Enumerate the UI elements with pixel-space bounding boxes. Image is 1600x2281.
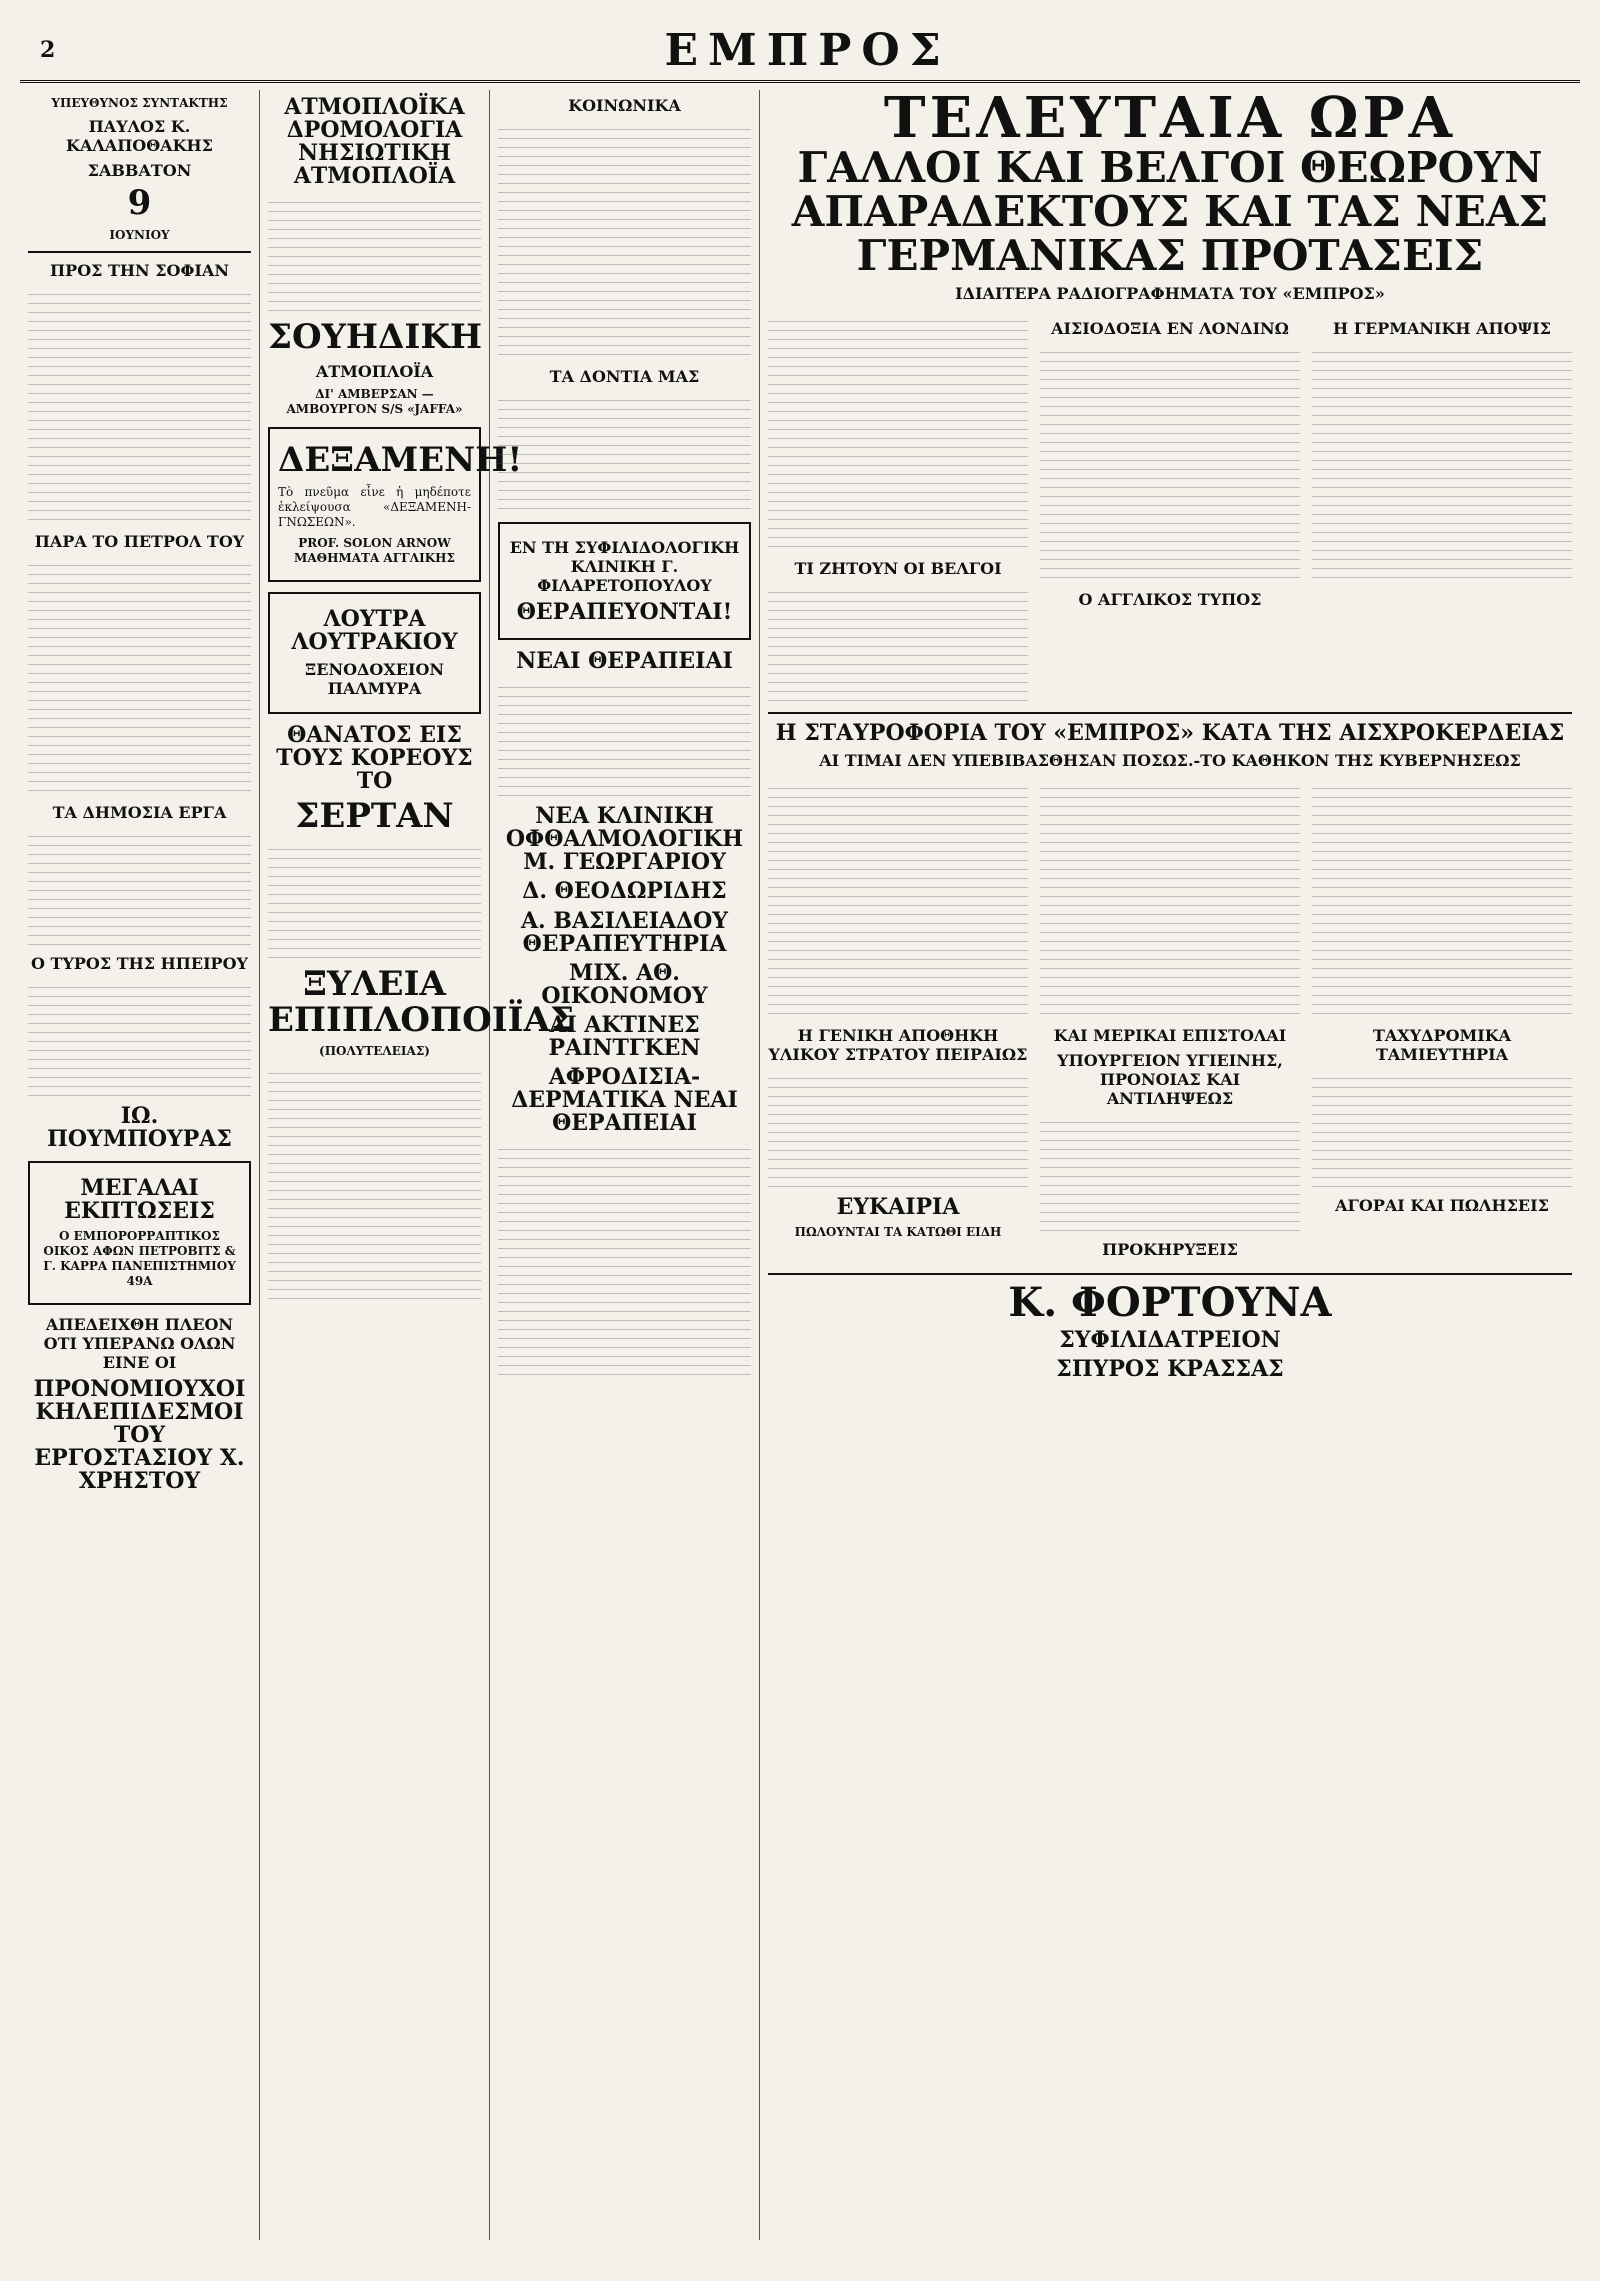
ad-text bbox=[268, 841, 481, 961]
article-text bbox=[28, 557, 251, 797]
ad-subtitle: (ΠΟΛΥΤΕΛΕΙΑΣ) bbox=[319, 1044, 430, 1059]
ad-text bbox=[498, 679, 751, 799]
news-column bbox=[1040, 780, 1300, 1265]
masthead-title: ΕΜΠΡΟΣ bbox=[664, 24, 951, 76]
article-text bbox=[498, 121, 751, 361]
ad-title: ΔΕΞΑΜΕΝΗ! bbox=[278, 440, 523, 481]
ad-text bbox=[498, 1141, 751, 1381]
section-heading: ΕΥΚΑΙΡΙΑ bbox=[836, 1194, 960, 1221]
ad-title: Α. ΒΑΣΙΛΕΙΑΔΟΥ ΘΕΡΑΠΕΥΤΗΡΙΑ bbox=[520, 907, 729, 957]
ad-title: ΜΕΓΑΛΑΙ ΕΚΠΤΩΣΕΙΣ bbox=[64, 1174, 215, 1224]
section-heading: ΚΟΙΝΩΝΙΚΑ bbox=[568, 96, 681, 115]
page-number: 2 bbox=[40, 37, 56, 63]
ad-subtitle: ΑΤΜΟΠΛΟΪΑ bbox=[315, 362, 434, 382]
main-headline: ΤΕΛΕΥΤΑΙΑ ΩΡΑ bbox=[883, 85, 1457, 151]
newspaper-page bbox=[20, 20, 1580, 2241]
article-text bbox=[768, 780, 1028, 1020]
advertisement bbox=[28, 1161, 251, 1305]
ad-text: Τὸ πνεῦμα εἶνε ἡ μηδέποτε ἐκλείψουσα «ΔΕΞΑΜΕΝΗ-ΓΝΩΣΕΩΝ». bbox=[278, 484, 471, 529]
section-heading: ΑΙΣΙΟΔΟΞΙΑ ΕΝ ΛΟΝΔΙΝΩ bbox=[1051, 319, 1289, 339]
article-text bbox=[1040, 780, 1300, 1020]
section-heading: ΠΡΟΚΗΡΥΞΕΙΣ bbox=[1102, 1240, 1238, 1260]
ad-title: ΑΙ ΑΚΤΙΝΕΣ ΡΑΙΝΤΓΚΕΝ bbox=[548, 1011, 701, 1062]
article-text bbox=[768, 1070, 1028, 1190]
ad-title: ΝΕΑ ΚΛΙΝΙΚΗ ΟΦΘΑΛΜΟΛΟΓΙΚΗ Μ. ΓΕΩΡΓΑΡΙΟΥ bbox=[505, 803, 744, 876]
ad-main: ΘΕΡΑΠΕΥΟΝΤΑΙ! bbox=[516, 599, 733, 625]
section-subheading: ΠΩΛΟΥΝΤΑΙ ΤΑ ΚΑΤΩΘΙ ΕΙΔΗ bbox=[794, 1225, 1002, 1240]
section-heading: ΚΑΙ ΜΕΡΙΚΑΙ ΕΠΙΣΤΟΛΑΙ bbox=[1053, 1026, 1287, 1046]
section-heading: ΤΙ ΖΗΤΟΥΝ ΟΙ ΒΕΛΓΟΙ bbox=[794, 559, 1002, 579]
ad-title: ΣΠΥΡΟΣ ΚΡΑΣΣΑΣ bbox=[1056, 1356, 1284, 1383]
ad-title: Κ. ΦΟΡΤΟΥΝΑ bbox=[1008, 1279, 1332, 1327]
article-heading: ΠΑΡΑ ΤΟ ΠΕΤΡΟΛ ΤΟΥ bbox=[34, 531, 245, 551]
article-text bbox=[768, 584, 1028, 704]
news-grid bbox=[768, 313, 1572, 704]
main-subheadline: ΓΑΛΛΟΙ ΚΑΙ ΒΕΛΓΟΙ ΘΕΩΡΟΥΝ ΑΠΑΡΑΔΕΚΤΟΥΣ ΚΑΙ ΤΑΣ ΝΕΑΣ ΓΕΡΜΑΝΙΚΑΣ ΠΡΟΤΑΣΕΙΣ bbox=[791, 143, 1549, 281]
ad-title: Δ. ΘΕΟΔΩΡΙΔΗΣ bbox=[522, 878, 727, 905]
ad-title: ΛΟΥΤΡΑ ΛΟΥΤΡΑΚΙΟΥ bbox=[291, 605, 458, 655]
article-text bbox=[28, 979, 251, 1099]
news-column bbox=[768, 313, 1028, 704]
ad-text: PROF. SOLON ARNOW ΜΑΘΗΜΑΤΑ ΑΓΓΛΙΚΗΣ bbox=[294, 535, 455, 565]
editor-name: ΠΑΥΛΟΣ Κ. ΚΑΛΑΠΟΘΑΚΗΣ bbox=[66, 117, 213, 155]
columns bbox=[20, 85, 1580, 2240]
ad-main: ΠΡΟΝΟΜΙΟΥΧΟΙ ΚΗΛΕΠΙΔΕΣΜΟΙ ΤΟΥ ΕΡΓΟΣΤΑΣΙΟΥ Χ. ΧΡΗΣΤΟΥ bbox=[33, 1376, 246, 1495]
ad-text bbox=[268, 1065, 481, 1305]
article-text bbox=[1312, 344, 1572, 584]
issue-date: 9 bbox=[127, 183, 152, 223]
news-column bbox=[1312, 313, 1572, 704]
ad-text: Ο ΕΜΠΟΡΟΡΡΑΠΤΙΚΟΣ ΟΙΚΟΣ ΑΦΩΝ ΠΕΤΡΟΒΙΤΣ & Γ. ΚΑΡΡΑ ΠΑΝΕΠΙΣΤΗΜΙΟΥ 49Α bbox=[43, 1229, 236, 1289]
article-text bbox=[1040, 1114, 1300, 1234]
article-text bbox=[28, 828, 251, 948]
section-heading: ΤΑΧΥΔΡΟΜΙΚΑ ΤΑΜΙΕΥΤΗΡΙΑ bbox=[1372, 1026, 1512, 1065]
ad-subtitle: ΣΥΦΙΛΙΔΑΤΡΕΙΟΝ bbox=[1059, 1327, 1281, 1354]
advertisement bbox=[498, 522, 751, 640]
editor-label: ΥΠΕΥΘΥΝΟΣ ΣΥΝΤΑΚΤΗΣ bbox=[51, 96, 228, 110]
section-heading: Ο ΑΓΓΛΙΚΟΣ ΤΥΠΟΣ bbox=[1078, 590, 1262, 610]
ad-title: ΙΩ. ΠΟΥΜΠΟΥΡΑΣ bbox=[47, 1102, 232, 1152]
issue-month: ΙΟΥΝΙΟΥ bbox=[109, 227, 170, 242]
column-3 bbox=[490, 90, 760, 2240]
section-heading: Η ΓΕΡΜΑΝΙΚΗ ΑΠΟΨΙΣ bbox=[1333, 319, 1551, 339]
article-text bbox=[1312, 780, 1572, 1020]
column-1 bbox=[20, 90, 260, 2240]
masthead bbox=[20, 20, 1580, 83]
section-heading: ΥΠΟΥΡΓΕΙΟΝ ΥΓΙΕΙΝΗΣ, ΠΡΟΝΟΙΑΣ ΚΑΙ ΑΝΤΙΛΗΨΕΩΣ bbox=[1057, 1051, 1283, 1109]
ad-title: ΑΦΡΟΔΙΣΙΑ-ΔΕΡΜΑΤΙΚΑ ΝΕΑΙ ΘΕΡΑΠΕΙΑΙ bbox=[511, 1064, 738, 1137]
article-text bbox=[498, 392, 751, 512]
banner-headline: Η ΣΤΑΥΡΟΦΟΡΙΑ ΤΟΥ «ΕΜΠΡΟΣ» ΚΑΤΑ ΤΗΣ ΑΙΣΧΡΟΚΕΡΔΕΙΑΣ bbox=[775, 720, 1565, 747]
ad-title: ΕΝ ΤΗ ΣΥΦΙΛΙΔΟΛΟΓΙΚΗ ΚΛΙΝΙΚΗ Γ. ΦΙΛΑΡΕΤΟΠΟΥΛΟΥ bbox=[509, 538, 740, 595]
news-column bbox=[1040, 313, 1300, 704]
ad-main: ΣΕΡΤΑΝ bbox=[295, 796, 454, 837]
article-text bbox=[1312, 1070, 1572, 1190]
ad-title: ΞΥΛΕΙΑ ΕΠΙΠΛΟΠΟΙΪΑΣ bbox=[268, 963, 574, 1040]
ad-text bbox=[268, 194, 481, 314]
ad-title: ΣΟΥΗΔΙΚΗ bbox=[268, 317, 483, 358]
section-heading: ΤΑ ΔΟΝΤΙΑ ΜΑΣ bbox=[549, 367, 700, 386]
news-grid bbox=[768, 780, 1572, 1265]
ad-title: ΑΠΕΔΕΙΧΘΗ ΠΛΕΟΝ ΟΤΙ ΥΠΕΡΑΝΩ ΟΛΩΝ ΕΙΝΕ ΟΙ bbox=[43, 1315, 236, 1373]
column-2 bbox=[260, 90, 574, 2240]
section-heading: ΑΓΟΡΑΙ ΚΑΙ ΠΩΛΗΣΕΙΣ bbox=[1335, 1196, 1549, 1216]
advertisement bbox=[268, 592, 481, 714]
divider bbox=[28, 251, 251, 253]
kicker: ΙΔΙΑΙΤΕΡΑ ΡΑΔΙΟΓΡΑΦΗΜΑΤΑ ΤΟΥ «ΕΜΠΡΟΣ» bbox=[955, 284, 1385, 304]
section-heading: Η ΓΕΝΙΚΗ ΑΠΟΘΗΚΗ ΥΛΙΚΟΥ ΣΤΡΑΤΟΥ ΠΕΙΡΑΙΩΣ bbox=[768, 1026, 1028, 1065]
article-heading: ΠΡΟΣ ΤΗΝ ΣΟΦΙΑΝ bbox=[50, 260, 229, 280]
ad-title: ΝΕΑΙ ΘΕΡΑΠΕΙΑΙ bbox=[516, 648, 733, 675]
ad-title: ΜΙΧ. ΑΘ. ΟΙΚΟΝΟΜΟΥ bbox=[541, 959, 708, 1009]
ad-title: ΑΤΜΟΠΛΟΪΚΑ ΔΡΟΜΟΛΟΓΙΑ ΝΗΣΙΩΤΙΚΗ ΑΤΜΟΠΛΟΪΑ bbox=[284, 94, 465, 190]
advertisement bbox=[268, 427, 523, 582]
issue-day: ΣΑΒΒΑΤΟΝ bbox=[87, 161, 192, 180]
divider bbox=[768, 712, 1572, 714]
ad-text: ΔΙ' ΑΜΒΕΡΣΑΝ — ΑΜΒΟΥΡΓΟΝ S/S «JAFFA» bbox=[286, 387, 463, 417]
article-heading: ΤΑ ΔΗΜΟΣΙΑ ΕΡΓΑ bbox=[52, 802, 227, 822]
ad-subtitle: ΞΕΝΟΔΟΧΕΙΟΝ ΠΑΛΜΥΡΑ bbox=[304, 659, 445, 698]
news-column bbox=[1312, 780, 1572, 1265]
news-column bbox=[768, 780, 1028, 1265]
divider bbox=[768, 1273, 1572, 1275]
article-text bbox=[768, 313, 1028, 553]
banner-subheadline: ΑΙ ΤΙΜΑΙ ΔΕΝ ΥΠΕΒΙΒΑΣΘΗΣΑΝ ΠΟΣΩΣ.-ΤΟ ΚΑΘΗΚΟΝ ΤΗΣ ΚΥΒΕΡΝΗΣΕΩΣ bbox=[819, 751, 1521, 771]
article-heading: Ο ΤΥΡΟΣ ΤΗΣ ΗΠΕΙΡΟΥ bbox=[31, 953, 248, 973]
column-4-main bbox=[760, 85, 1580, 2240]
article-text bbox=[1040, 344, 1300, 584]
article-text bbox=[28, 286, 251, 526]
ad-title: ΘΑΝΑΤΟΣ ΕΙΣ ΤΟΥΣ ΚΟΡΕΟΥΣ ΤΟ bbox=[276, 721, 473, 795]
